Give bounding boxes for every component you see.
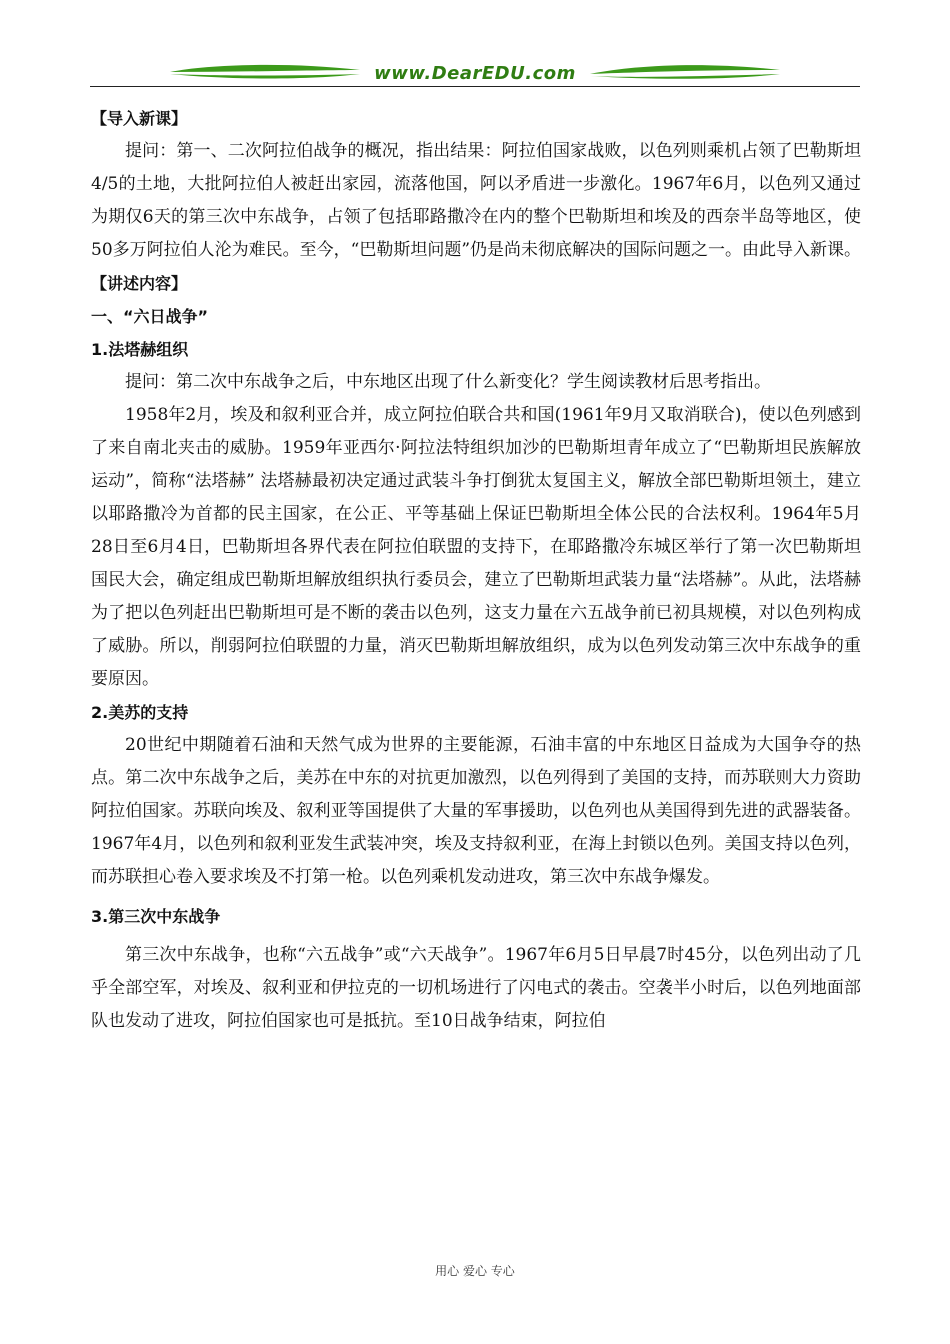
intro-paragraph: 提问：第一、二次阿拉伯战争的概况，指出结果：阿拉伯国家战败，以色列则乘机占领了巴勒斯坦4/5的土地，大批阿拉伯人被赶出家园，流落他国，阿以矛盾进一步激化。1967年6月，以色列又通过为期仅6天的第三次中东战争，占领了包括耶路撒冷在内的整个巴勒斯坦和埃及的西奈半岛等地区，使50多万阿拉伯人沦为难民。至今，“巴勒斯坦问题”仍是尚未彻底解决的国际问题之一。由此导入新课。 [91, 141, 862, 260]
part1-heading: 一、“六日战争” [91, 307, 209, 326]
page-footer: 用心 爱心 专心 [435, 1264, 515, 1278]
header-rule [90, 86, 860, 87]
sub2-paragraph: 20世纪中期随着石油和天然气成为世界的主要能源，石油丰富的中东地区日益成为大国争夺的热点。第二次中东战争之后，美苏在中东的对抗更加激烈，以色列得到了美国的支持，而苏联则大力资助阿拉伯国家。苏联向埃及、叙利亚等国提供了大量的军事援助，以色列也从美国得到先进的武器装备。1967年4月，以色列和叙利亚发生武装冲突，埃及支持叙利亚，在海上封锁以色列。美国支持以色列，而苏联担心卷入要求埃及不打第一枪。以色列乘机发动进攻，第三次中东战争爆发。 [91, 735, 861, 887]
content-heading: 【讲述内容】 [91, 274, 188, 293]
sub3-paragraph: 第三次中东战争，也称“六五战争”或“六天战争”。1967年6月5日早晨7时45分，以色列出动了几乎全部空军，对埃及、叙利亚和伊拉克的一切机场进行了闪电式的袭击。空袭半小时后，以色列地面部队也发动了进攻，阿拉伯国家也可是抵抗。至10日战争结束，阿拉伯 [91, 945, 861, 1031]
document-body [91, 102, 861, 1038]
sub1-paragraph-1: 提问：第二次中东战争之后，中东地区出现了什么新变化？学生阅读教材后思考指出。 [125, 372, 771, 392]
page-header [90, 58, 860, 90]
sub1-paragraph-2: 1958年2月，埃及和叙利亚合并，成立阿拉伯联合共和国(1961年9月又取消联合)，使以色列感到了来自南北夹击的威胁。1959年亚西尔·阿拉法特组织加沙的巴勒斯坦青年成立了“巴勒斯坦民族解放运动”，简称“法塔赫” 法塔赫最初决定通过武装斗争打倒犹太复国主义，解放全部巴勒斯坦领土，建立以耶路撒冷为首都的民主国家，在公正、平等基础上保证巴勒斯坦全体公民的合法权利。1964年5月28日至6月4日，巴勒斯坦各界代表在阿拉伯联盟的支持下，在耶路撒冷东城区举行了第一次巴勒斯坦国民大会，确定组成巴勒斯坦解放组织执行委员会，建立了巴勒斯坦武装力量“法塔赫”。从此，法塔赫为了把以色列赶出巴勒斯坦可是不断的袭击以色列，这支力量在六五战争前已初具规模，对以色列构成了威胁。所以，削弱阿拉伯联盟的力量，消灭巴勒斯坦解放组织，成为以色列发动第三次中东战争的重要原因。 [91, 405, 861, 689]
sub3-heading: 3.第三次中东战争 [91, 907, 221, 926]
intro-heading: 【导入新课】 [91, 109, 188, 128]
sub1-heading: 1.法塔赫组织 [91, 340, 189, 359]
logo-text: www.DearEDU.com [374, 63, 576, 84]
sub2-heading: 2.美苏的支持 [91, 703, 189, 722]
